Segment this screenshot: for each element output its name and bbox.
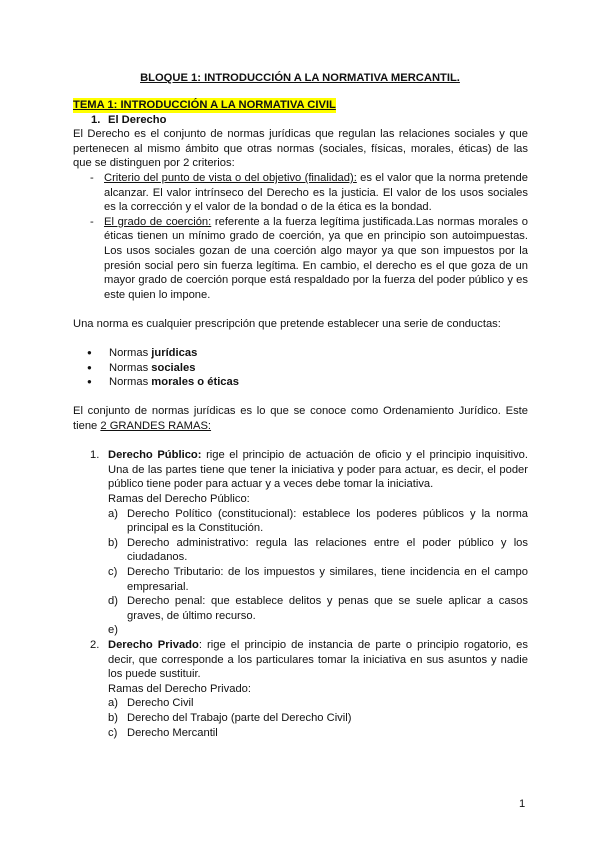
criterion-item: - Criterio del punto de vista o del objetivo (finalidad): es el valor que la norma pretende alcanzar. El valor intrínseco del Derecho es la justicia. El valor de los usos sociales es la corrección y el valor de la bondad o de la ética es la bondad. <box>90 171 528 214</box>
criterion-item: - El grado de coerción: referente a la fuerza legítima justificada.Las normas morales o éticas tienen un mínimo grado de coerción, ya que en principio son autoimpuestas. Los usos sociales gozan de una coerción algo mayor ya que son impuestos por la presión social pero sin fuerza legítima. En cambio, el derecho es el que goza de un mayor grado de coerción porque está respaldado por la fuerza del poder público y es este quien lo impone. <box>90 215 528 301</box>
rama-title: Derecho Privado <box>108 638 199 651</box>
rama-item: 2. Derecho Privado: rige el principio de instancia de parte o principio rogatorio, es decir, que corresponde a los particulares tomar la iniciativa en sus asuntos y nadie los puede sustituir. <box>90 638 528 681</box>
document-title: BLOQUE 1: INTRODUCCIÓN A LA NORMATIVA MERCANTIL. <box>140 72 460 84</box>
criterion-term: Criterio del punto de vista o del objetivo (finalidad): <box>104 171 357 184</box>
ramas-subheading: Ramas del Derecho Privado: <box>108 682 252 695</box>
sub-item: d) Derecho penal: que establece delitos y penas que se suele aplicar a casos graves, de último recurso. <box>108 595 528 622</box>
ordenamiento-paragraph: El conjunto de normas jurídicas es lo que se conoce como Ordenamiento Jurídico. Este tiene 2 GRANDES RAMAS: <box>73 405 528 433</box>
intro-paragraph: El Derecho es el conjunto de normas jurídicas que regulan las relaciones sociales y que pertenecen al mismo ámbito que otras normas (sociales, físicas, morales, éticas) de las que se distinguen por 2 criterios: <box>73 128 528 170</box>
sub-item: e) <box>108 624 118 637</box>
sub-item: c) Derecho Mercantil <box>108 726 218 739</box>
sub-item: b) Derecho administrativo: regula las relaciones entre el poder público y los ciudadanos. <box>108 536 528 564</box>
norm-type-item: ● Normas jurídicas <box>87 347 198 360</box>
sub-item: a) Derecho Político (constitucional): establece los poderes públicos y la norma principal es la Constitución. <box>108 507 528 535</box>
norma-definition: Una norma es cualquier prescripción que pretende establecer una serie de conductas: <box>73 317 501 330</box>
sub-item: b) Derecho del Trabajo (parte del Derecho Civil) <box>108 711 352 724</box>
rama-item: 1. Derecho Público: rige el principio de actuación de oficio y el principio inquisitivo. Una de las partes tiene que tener la iniciativa y poder para actuar, es decir, el poder público tiene poder para actuar y a veces debe tomar la iniciativa. <box>90 449 528 491</box>
norm-type-item: ● Normas morales o éticas <box>87 376 239 389</box>
criterion-term: El grado de coerción: <box>104 215 212 228</box>
document-body <box>73 98 528 740</box>
ramas-subheading: Ramas del Derecho Público: <box>108 493 250 506</box>
tema-heading: TEMA 1: INTRODUCCIÓN A LA NORMATIVA CIVIL <box>73 99 336 111</box>
rama-title: Derecho Público: <box>108 449 202 462</box>
section-heading: 1. El Derecho <box>91 113 167 126</box>
norm-type-item: ● Normas sociales <box>87 361 196 374</box>
sub-item: a) Derecho Civil <box>108 697 194 710</box>
sub-item: c) Derecho Tributario: de los impuestos y similares, tiene incidencia en el campo empresarial. <box>108 566 528 593</box>
page-number: 1 <box>519 798 526 810</box>
